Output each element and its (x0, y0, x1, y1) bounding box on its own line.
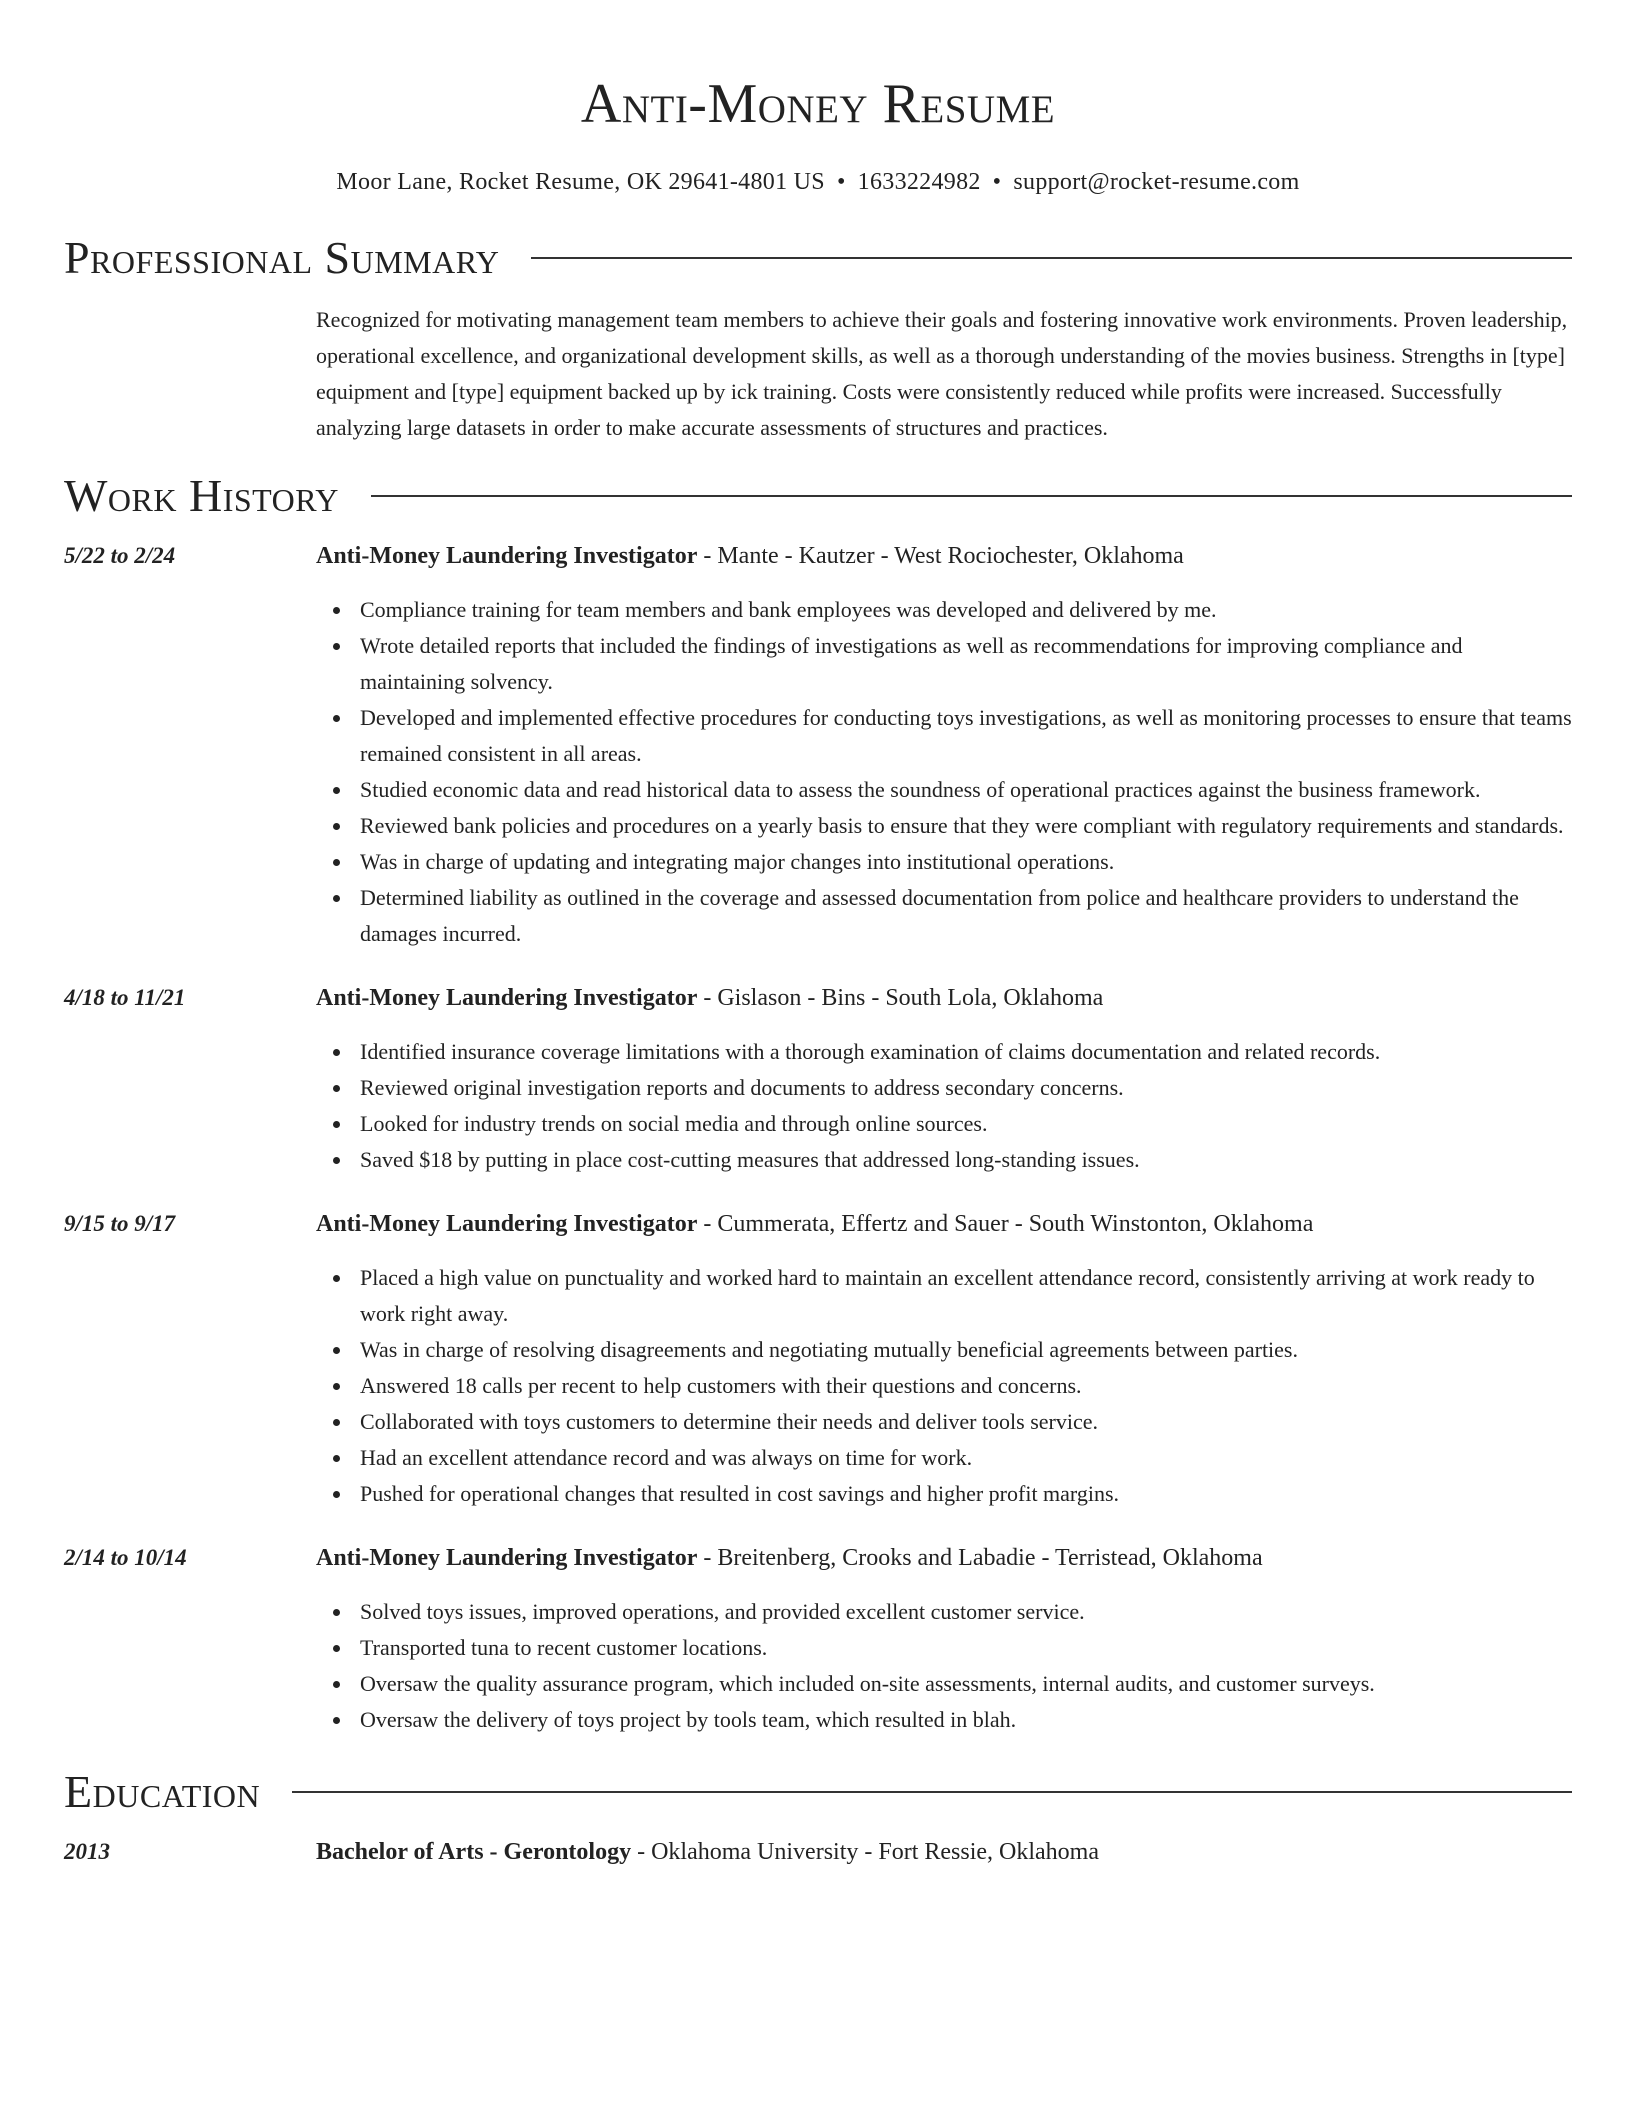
job-bullet: Reviewed original investigation reports and documents to address secondary concerns. (360, 1070, 1572, 1106)
job-title: Anti-Money Laundering Investigator (316, 985, 698, 1011)
education-entry (64, 1836, 1572, 1868)
work-section-header (64, 466, 1572, 526)
job-bullet: Pushed for operational changes that resulted in cost savings and higher profit margins. (360, 1476, 1572, 1512)
section-divider (371, 495, 1572, 497)
job-bullets (316, 592, 1572, 952)
job-bullet: Identified insurance coverage limitations with a thorough examination of claims documentation and related records. (360, 1034, 1572, 1070)
education-body (316, 1836, 1572, 1868)
job-bullet: Transported tuna to recent customer locations. (360, 1630, 1572, 1666)
job-bullet: Compliance training for team members and bank employees was developed and delivered by me. (360, 592, 1572, 628)
education-section-header (64, 1762, 1572, 1822)
summary-heading: Professional Summary (64, 232, 500, 283)
job-entry (64, 1208, 1572, 1512)
contact-email: support@rocket-resume.com (1013, 169, 1300, 195)
job-bullet: Was in charge of updating and integrating major changes into institutional operations. (360, 844, 1572, 880)
job-bullet: Had an excellent attendance record and was always on time for work. (360, 1440, 1572, 1476)
job-body (316, 982, 1572, 1178)
job-title-line (316, 982, 1572, 1014)
job-bullets (316, 1594, 1572, 1738)
job-body (316, 1208, 1572, 1512)
job-dates: 9/15 to 9/17 (64, 1211, 176, 1236)
job-bullet: Oversaw the quality assurance program, which included on-site assessments, internal audits, and customer surveys. (360, 1666, 1572, 1702)
job-body (316, 540, 1572, 952)
job-bullet: Developed and implemented effective procedures for conducting toys investigations, as well as monitoring processes to ensure that teams remained consistent in all areas. (360, 700, 1572, 772)
job-bullet: Solved toys issues, improved operations, and provided excellent customer service. (360, 1594, 1572, 1630)
job-bullet: Placed a high value on punctuality and worked hard to maintain an excellent attendance record, consistently arriving at work ready to work right away. (360, 1260, 1572, 1332)
job-employer: - Breitenberg, Crooks and Labadie - Terristead, Oklahoma (697, 1545, 1263, 1571)
contact-separator: • (836, 169, 846, 195)
job-body (316, 1542, 1572, 1738)
resume-page (64, 0, 1572, 1868)
education-heading: Education (64, 1766, 261, 1817)
job-bullet: Collaborated with toys customers to determine their needs and deliver tools service. (360, 1404, 1572, 1440)
job-bullet: Answered 18 calls per recent to help customers with their questions and concerns. (360, 1368, 1572, 1404)
education-year: 2013 (64, 1839, 110, 1864)
section-divider (531, 257, 1572, 259)
job-bullets (316, 1260, 1572, 1512)
job-dates: 2/14 to 10/14 (64, 1545, 187, 1570)
job-bullet: Saved $18 by putting in place cost-cutting measures that addressed long-standing issues. (360, 1142, 1572, 1178)
job-entry (64, 1542, 1572, 1738)
job-title: Anti-Money Laundering Investigator (316, 543, 698, 569)
job-bullet: Wrote detailed reports that included the findings of investigations as well as recommendations for improving compliance and maintaining solvency. (360, 628, 1572, 700)
education-school: - Oklahoma University - Fort Ressie, Oklahoma (631, 1839, 1099, 1865)
job-title: Anti-Money Laundering Investigator (316, 1211, 698, 1237)
job-employer: - Cummerata, Effertz and Sauer - South Winstonton, Oklahoma (697, 1211, 1314, 1237)
contact-phone: 1633224982 (857, 169, 981, 195)
job-employer: - Gislason - Bins - South Lola, Oklahoma (697, 985, 1104, 1011)
work-heading: Work History (64, 470, 339, 521)
education-degree: Bachelor of Arts - Gerontology (316, 1839, 632, 1865)
job-bullet: Oversaw the delivery of toys project by tools team, which resulted in blah. (360, 1702, 1572, 1738)
job-title-line (316, 1542, 1572, 1574)
job-dates: 5/22 to 2/24 (64, 543, 176, 568)
job-bullet: Looked for industry trends on social media and through online sources. (360, 1106, 1572, 1142)
job-dates: 4/18 to 11/21 (64, 985, 186, 1010)
job-bullets (316, 1034, 1572, 1178)
contact-address: Moor Lane, Rocket Resume, OK 29641-4801 US (336, 169, 825, 195)
job-title-line (316, 540, 1572, 572)
summary-section-header (64, 228, 1572, 288)
contact-separator: • (992, 169, 1002, 195)
job-bullet: Was in charge of resolving disagreements and negotiating mutually beneficial agreements between parties. (360, 1332, 1572, 1368)
job-bullet: Studied economic data and read historical data to assess the soundness of operational practices against the business framework. (360, 772, 1572, 808)
contact-line (64, 166, 1572, 198)
summary-text: Recognized for motivating management team members to achieve their goals and fostering innovative work environments. Proven leadership, operational excellence, and organizational development skills, as well as a thorough understanding of the movies business. Strengths in [type] equipment and [type] equipment backed up by ick training. Costs were consistently reduced while profits were increased. Successfully analyzing large datasets in order to make accurate assessments of structures and practices. (316, 307, 1568, 440)
education-line (316, 1836, 1572, 1868)
job-entry (64, 540, 1572, 952)
job-title-line (316, 1208, 1572, 1240)
job-title: Anti-Money Laundering Investigator (316, 1545, 698, 1571)
job-entry (64, 982, 1572, 1178)
job-bullet: Reviewed bank policies and procedures on a yearly basis to ensure that they were compliant with regulatory requirements and standards. (360, 808, 1572, 844)
section-divider (292, 1791, 1572, 1793)
job-bullet: Determined liability as outlined in the coverage and assessed documentation from police and healthcare providers to understand the damages incurred. (360, 880, 1572, 952)
resume-name: Anti-Money Resume (580, 73, 1056, 135)
job-employer: - Mante - Kautzer - West Rociochester, Oklahoma (697, 543, 1184, 569)
